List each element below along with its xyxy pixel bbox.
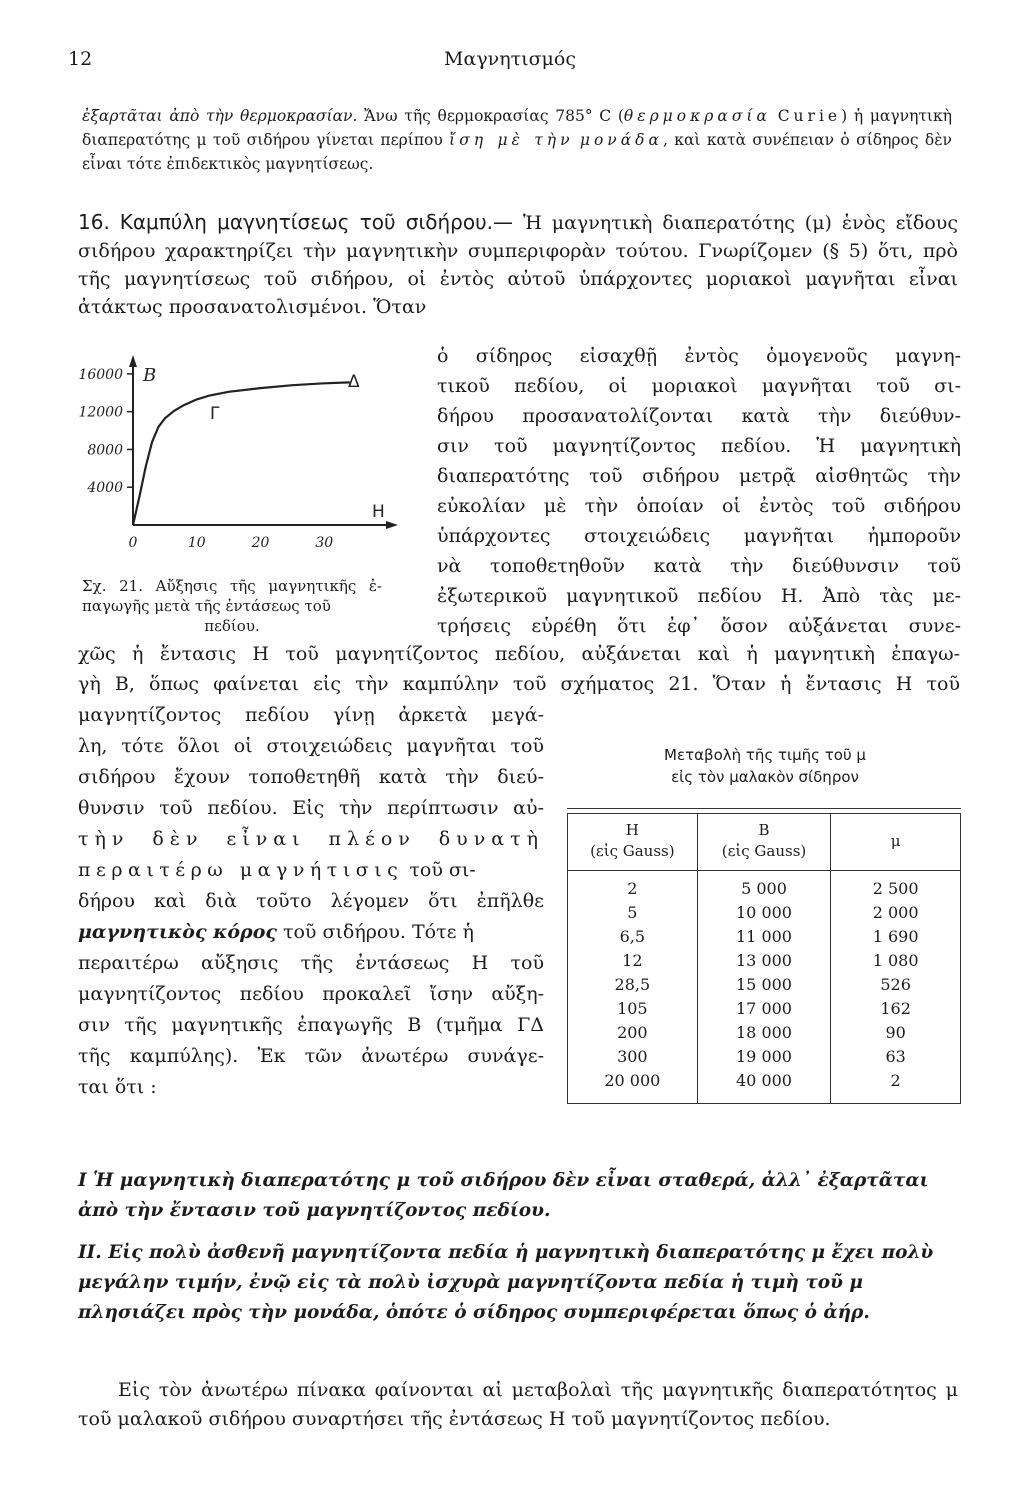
left-line: μαγνητίζοντος πεδίου γίνῃ ἀρκετὰ μεγά- — [78, 704, 544, 726]
table-row — [568, 973, 961, 997]
caption-line-2: παγωγῆς μετὰ τῆς ἐντάσεως τοῦ — [82, 597, 331, 615]
magnetization-curve-chart — [50, 355, 400, 555]
figure-caption — [82, 576, 382, 636]
table-row — [568, 1069, 961, 1104]
right-line: σιν τοῦ μαγνητίζοντος πεδίου. Ἡ μαγνητικὴ — [437, 435, 961, 457]
left-line: περαιτέρω αὔξησις τῆς ἐντάσεως Η τοῦ — [78, 952, 544, 974]
left-line-6b: τοῦ σι- — [403, 859, 476, 881]
left-line: δήρου καὶ διὰ τοῦτο λέγομεν ὅτι ἐπῆλθε — [78, 890, 544, 912]
table-row — [568, 997, 961, 1021]
spaced-ise: ἴση μὲ τὴν — [449, 131, 574, 149]
y-axis-label: B — [143, 365, 157, 386]
left-line-8b: τοῦ σιδήρου. Τότε ἡ — [276, 921, 474, 943]
cell-b: 5 000 — [697, 871, 831, 902]
x-axis-arrow — [386, 521, 398, 529]
section-heading: Καμπύλη μαγνητίσεως τοῦ σιδήρου.— — [119, 210, 514, 234]
cell-mu: 162 — [831, 997, 961, 1021]
y-axis-arrow — [129, 355, 137, 367]
permeability-table — [567, 813, 961, 1104]
cell-mu: 63 — [831, 1045, 961, 1069]
left-line: σιδήρου ἔχουν τοποθετηθῆ κατὰ τὴν διεύ- — [78, 766, 544, 788]
cell-b: 13 000 — [697, 949, 831, 973]
left-line: λη, τότε ὅλοι οἱ στοιχειώδεις μαγνῆται τοῦ — [78, 735, 544, 757]
cell-h: 300 — [568, 1045, 698, 1069]
cell-b: 40 000 — [697, 1069, 831, 1104]
cell-h: 200 — [568, 1021, 698, 1045]
conclusion-2 — [78, 1238, 956, 1328]
b-h-curve — [133, 382, 350, 525]
cell-h: 5 — [568, 901, 698, 925]
cell-mu: 2 000 — [831, 901, 961, 925]
spaced-monada: μονάδα — [579, 131, 663, 149]
cell-h: 6,5 — [568, 925, 698, 949]
left-line-8 — [78, 918, 544, 946]
spaced-magnetisis: περαιτέρω μαγνήτισις — [78, 859, 404, 881]
cell-b: 18 000 — [697, 1021, 831, 1045]
intro-paragraph — [82, 104, 952, 176]
right-line: ὑπάρχοντες στοιχειώδεις μαγνῆται ἠμποροῦν — [437, 525, 961, 547]
cell-h: 28,5 — [568, 973, 698, 997]
table-row — [568, 901, 961, 925]
left-line: ται ὅτι : — [78, 1076, 157, 1098]
curie-term-1: θερμοκρασία — [623, 107, 771, 125]
cell-mu: 526 — [831, 973, 961, 997]
table-title-line-2: εἰς τὸν μαλακὸν σίδηρον — [671, 768, 859, 786]
curve-label-gamma: Γ — [210, 404, 220, 424]
conclusion-1-number: I — [78, 1170, 87, 1191]
cell-b: 15 000 — [697, 973, 831, 997]
cell-mu: 90 — [831, 1021, 961, 1045]
header-b — [697, 814, 831, 871]
table-body — [568, 871, 961, 1104]
right-line: δήρου προσανατολίζονται κατὰ τὴν διεύθυν- — [437, 405, 961, 427]
page-header — [68, 48, 952, 74]
intro-text-2: ) ἡ μαγνητικὴ διαπερατότης μ τοῦ σιδήρου γίνεται περίπου — [82, 107, 952, 149]
right-line: τικοῦ πεδίου, οἱ μοριακοὶ μαγνῆται τοῦ σι- — [437, 375, 961, 397]
right-line: νὰ τοποθετηθοῦν κατὰ τὴν διεύθυνσιν τοῦ — [437, 555, 961, 577]
table-row — [568, 1021, 961, 1045]
right-line: ἐξωτερικοῦ μαγνητικοῦ πεδίου Η. Ἀπὸ τὰς με- — [437, 585, 961, 607]
right-line: ὁ σίδηρος εἰσαχθῇ ἐντὸς ὁμογενοῦς μαγνη- — [437, 345, 961, 367]
conclusion-1-text: Ἡ μαγνητικὴ διαπερατότης μ τοῦ σιδήρου δὲν εἶναι σταθερά, ἀλλ᾽ ἐξαρτᾶται ἀπὸ τὴν ἔντασιν τοῦ μαγνητίζοντος πεδίου. — [78, 1170, 929, 1221]
x-ticks — [129, 535, 334, 551]
y-tick-label: 16000 — [78, 366, 123, 383]
header-h — [568, 814, 698, 871]
header-b-unit: (εἰς Gauss) — [721, 842, 807, 860]
table-row — [568, 949, 961, 973]
left-line: σιν τῆς μαγνητικῆς ἐπαγωγῆς Β (τμῆμα ΓΔ — [78, 1014, 544, 1036]
full-line-2: γὴ Β, ὅπως φαίνεται εἰς τὴν καμπύλην τοῦ σχήματος 21. Ὅταν ἡ ἔντασις Η τοῦ — [78, 673, 960, 695]
cell-b: 19 000 — [697, 1045, 831, 1069]
curie-term-2: Curie — [777, 107, 842, 125]
running-title: Μαγνητισμός — [444, 48, 576, 70]
right-line: διαπερατότης τοῦ σιδήρου μετρᾷ αἰσθητῶς τὴν — [437, 465, 961, 487]
section-lead-text: Ἡ μαγνητικὴ διαπερατότης (μ) ἑνὸς εἴδους σιδήρου χαρακτηρίζει τὴν μαγνητικὴν συμπεριφορὰν τούτου. Γνωρίζομεν (§ 5) ὅτι, πρὸ τῆς μαγνητίσεως τοῦ σιδήρου, οἱ ἐντὸς αὐτοῦ ὑπάρχοντες μοριακοὶ μαγνῆται εἶναι ἀτάκτως προσανατολισμένοι. Ὅταν — [78, 212, 958, 318]
cell-mu: 1 690 — [831, 925, 961, 949]
closing-paragraph: Εἰς τὸν ἀνωτέρω πίνακα φαίνονται αἱ μεταβολαὶ τῆς μαγνητικῆς διαπερατότητος μ τοῦ μαλακοῦ σιδήρου συναρτήσει τῆς ἐντάσεως Η τοῦ μαγνητίζοντος πεδίου. — [78, 1379, 958, 1430]
cell-b: 10 000 — [697, 901, 831, 925]
left-line-spaced: τὴν δὲν εἶναι πλέον δυνατὴ — [78, 828, 544, 850]
header-mu-top: μ — [890, 831, 901, 850]
left-line: θυνσιν τοῦ πεδίου. Εἰς τὴν περίπτωσιν αὐ- — [78, 797, 544, 819]
y-tick-label: 4000 — [87, 480, 123, 497]
x-tick-label: 30 — [315, 535, 334, 551]
conclusion-1 — [78, 1166, 956, 1226]
curve-label-delta: Δ — [348, 372, 360, 392]
page-number: 12 — [68, 48, 93, 70]
left-line: τῆς καμπύλης). Ἐκ τῶν ἀνωτέρω συνάγε- — [78, 1045, 544, 1067]
full-line-1: χῶς ἡ ἔντασις Η τοῦ μαγνητίζοντος πεδίου, αὐξάνεται καὶ ἡ μαγνητικὴ ἐπαγω- — [78, 643, 960, 665]
table-top-rule — [567, 808, 961, 809]
table-title-line-1: Μεταβολὴ τῆς τιμῆς τοῦ μ — [664, 746, 866, 764]
cell-b: 17 000 — [697, 997, 831, 1021]
x-axis-label: H — [372, 502, 385, 522]
x-tick-label: 0 — [128, 535, 138, 551]
header-mu — [831, 814, 961, 871]
table-row — [568, 925, 961, 949]
left-line-6 — [78, 856, 544, 884]
right-line: εὐκολίαν μὲ τὴν ὁποίαν οἱ ἐντὸς τοῦ σιδήρου — [437, 495, 961, 517]
x-tick-label: 10 — [187, 535, 206, 551]
intro-text-1: Ἄνω τῆς θερμοκρασίας 785° C ( — [357, 107, 624, 125]
section-16 — [78, 208, 958, 321]
caption-line-3: πεδίου. — [204, 617, 260, 635]
conclusion-2-text: Εἰς πολὺ ἀσθενῆ μαγνητίζοντα πεδία ἡ μαγνητικὴ διαπερατότης μ ἔχει πολὺ μεγάλην τιμήν, ἐνῷ εἰς τὰ πολὺ ἰσχυρὰ μαγνητίζοντα πεδία ἡ τιμὴ τοῦ μ πλησιάζει πρὸς τὴν μονάδα, ὁπότε ὁ σίδηρος συμπεριφέρεται ὅπως ὁ ἀήρ. — [78, 1242, 934, 1323]
cell-mu: 2 500 — [831, 871, 961, 902]
header-b-top: Β — [758, 821, 770, 839]
x-tick-label: 20 — [251, 535, 270, 551]
intro-italic: ἐξαρτᾶται ἀπὸ τὴν θερμοκρασίαν. — [82, 107, 358, 125]
cell-mu: 1 080 — [831, 949, 961, 973]
cell-h: 2 — [568, 871, 698, 902]
term-magnetic-saturation: μαγνητικὸς κόρος — [78, 921, 277, 943]
header-h-unit: (εἰς Gauss) — [590, 842, 675, 860]
caption-line-1: Σχ. 21. Αὔξησις τῆς μαγνητικῆς ἐ- — [82, 577, 382, 595]
cell-h: 20 000 — [568, 1069, 698, 1104]
intro-text-3: , καὶ κατὰ συνέπειαν ὁ σίδηρος δὲν εἶναι τότε ἐπιδεκτικὸς μαγνητίσεως. — [82, 131, 952, 173]
table-row — [568, 871, 961, 902]
cell-h: 12 — [568, 949, 698, 973]
left-line: μαγνητίζοντος πεδίου προκαλεῖ ἴσην αὔξη- — [78, 983, 544, 1005]
y-tick-label: 12000 — [78, 404, 123, 421]
right-line: τρήσεις εὑρέθη ὅτι ἐφ᾽ ὅσον αὐξάνεται συνε- — [437, 615, 961, 637]
conclusion-2-number: II. — [78, 1242, 102, 1263]
cell-b: 11 000 — [697, 925, 831, 949]
table-header-row — [568, 814, 961, 871]
table-row — [568, 1045, 961, 1069]
cell-h: 105 — [568, 997, 698, 1021]
y-ticks — [78, 367, 133, 496]
header-h-top: Η — [625, 821, 639, 839]
y-tick-label: 8000 — [87, 442, 123, 459]
table-title — [595, 744, 935, 788]
section-number: 16. — [78, 210, 110, 234]
cell-mu: 2 — [831, 1069, 961, 1104]
